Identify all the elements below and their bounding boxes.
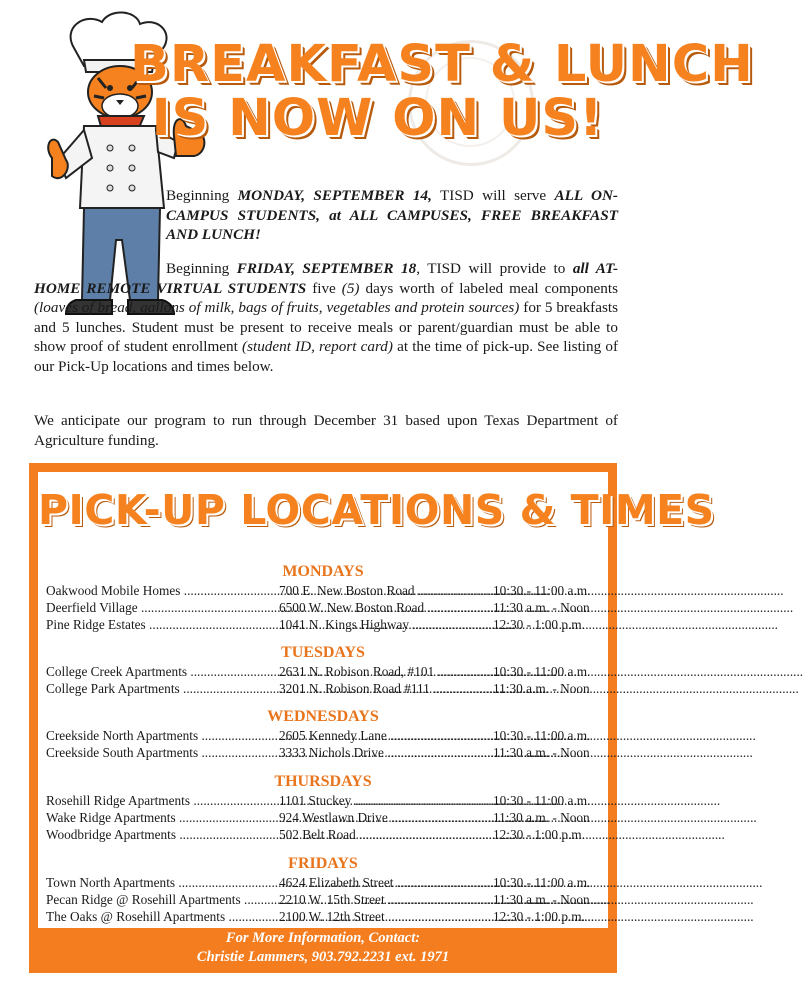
location-row (46, 809, 602, 826)
p1-date: MONDAY, SEPTEMBER 14, (237, 187, 432, 204)
location-time: 12:30 - 1:00 p.m. (493, 827, 585, 842)
location-address: 2605 Kennedy Lane ..... (279, 727, 493, 744)
location-row (46, 826, 602, 843)
location-time: 12:30 - 1:00 p.m. (493, 617, 585, 632)
location-time: 11:30 a.m. - Noon (493, 745, 590, 760)
location-address: 502 Belt Road ..... (279, 826, 493, 843)
location-row (46, 792, 602, 809)
location-time: 12:30 - 1:00 p.m. (493, 909, 585, 924)
headline-line-1: BREAKFAST & LUNCH (130, 35, 754, 94)
day-heading-wednesdays: WEDNESDAYS (267, 708, 379, 725)
location-time: 10:30 - 11:00 a.m. (493, 875, 591, 890)
location-row (46, 582, 602, 599)
p2-text-i: for 5 breakfasts and 5 lunches. Student must be present to receive meals or parent/guardian must be able to show proof of student enrollment (34, 299, 618, 355)
contact-heading: For More Information, Contact: (225, 930, 421, 946)
p1-text-c: TISD will serve (431, 187, 555, 204)
location-time: 10:30 - 11:00 a.m. (493, 583, 591, 598)
location-time: 11:30 a.m. - Noon (493, 600, 590, 615)
location-name: Rosehill Ridge Apartments ..... (46, 792, 279, 809)
p2-proof: (student ID, report card) (242, 338, 393, 355)
day-heading-mondays: MONDAYS (282, 563, 364, 580)
location-name: Creekside South Apartments ..... (46, 744, 279, 761)
pickup-box (29, 463, 715, 973)
location-row (46, 874, 602, 891)
location-address: 924 Westlawn Drive ..... (279, 809, 493, 826)
page-headline (130, 35, 754, 148)
location-row (46, 891, 602, 908)
p2-components: (loaves of bread, gallons of milk, bags of fruits, vegetables and protein sources) (34, 299, 520, 316)
p2-text-g: days worth of labeled meal components (359, 279, 619, 297)
location-name: Woodbridge Apartments ..... (46, 826, 279, 843)
location-row (46, 680, 602, 697)
p2-date: FRIDAY, SEPTEMBER 18 (236, 260, 417, 277)
location-time: 11:30 a.m. - Noon (493, 892, 590, 907)
location-address: 1041 N. Kings Highway ..... (279, 616, 493, 633)
p2-text-a: Beginning (166, 260, 237, 277)
location-name: The Oaks @ Rosehill Apartments ..... (46, 908, 279, 925)
location-name: College Creek Apartments ..... (46, 663, 279, 680)
location-row (46, 727, 602, 744)
location-name: Creekside North Apartments ..... (46, 727, 279, 744)
location-row (46, 599, 602, 616)
location-row (46, 616, 602, 633)
contact-info (29, 929, 617, 967)
location-time: 10:30 - 11:00 a.m. (493, 664, 591, 679)
location-time: 10:30 - 11:00 a.m. (493, 793, 591, 808)
day-heading-thursdays: THURSDAYS (274, 773, 372, 790)
p2-emphasis: all AT-HOME REMOTE VIRTUAL STUDENTS (34, 260, 619, 297)
contact-person: Christie Lammers, 903.792.2231 ext. 1971 (196, 949, 450, 965)
day-heading-tuesdays: TUESDAYS (281, 644, 365, 661)
location-row (46, 908, 602, 925)
location-address: 3333 Nichols Drive ..... (279, 744, 493, 761)
location-address: 2631 N. Robison Road, #101 ..... (279, 663, 493, 680)
location-address: 2100 W. 12th Street ..... (279, 908, 493, 925)
location-time: 10:30 - 11:00 a.m. (493, 728, 591, 743)
location-address: 6500 W. New Boston Road ..... (279, 599, 493, 616)
location-address: 4624 Elizabeth Street ..... (279, 874, 493, 891)
on-campus-paragraph (166, 186, 618, 245)
location-name: Pecan Ridge @ Rosehill Apartments ..... (46, 891, 279, 908)
p1-text-a: Beginning (166, 187, 238, 204)
p1-emphasis: ALL ON-CAMPUS STUDENTS, at ALL CAMPUSES, FREE BREAKFAST AND LUNCH! (166, 187, 618, 243)
p2-text-c: , TISD will provide to (416, 260, 573, 277)
location-time: 11:30 a.m. - Noon (493, 681, 590, 696)
location-address: 3201 N. Robison Road #111 ..... (279, 680, 493, 697)
program-duration-paragraph: We anticipate our program to run through December 31 based upon Texas Department of Agriculture funding. (34, 412, 618, 449)
location-address: 2210 W. 15th Street ..... (279, 891, 493, 908)
headline-line-2: IS NOW ON US! (151, 89, 604, 148)
location-time: 11:30 a.m. - Noon (493, 810, 590, 825)
day-heading-fridays: FRIDAYS (288, 855, 358, 872)
location-address: 700 E. New Boston Road ..... (279, 582, 493, 599)
location-name: Town North Apartments ..... (46, 874, 279, 891)
remote-students-paragraph (34, 259, 618, 376)
location-name: Wake Ridge Apartments ..... (46, 809, 279, 826)
location-name: College Park Apartments ..... (46, 680, 279, 697)
location-row (46, 663, 602, 680)
location-name: Pine Ridge Estates ..... (46, 616, 279, 633)
pickup-list (38, 472, 715, 928)
location-name: Oakwood Mobile Homes ..... (46, 582, 279, 599)
pickup-title: PICK-UP LOCATIONS & TIMES (38, 486, 715, 534)
p2-text-k: at the time of pick-up. See listing of our Pick-Up locations and times below. (34, 338, 619, 375)
location-name: Deerfield Village ..... (46, 599, 279, 616)
location-row (46, 744, 602, 761)
p2-count: (5) (341, 279, 360, 297)
p2-text-e: five (306, 279, 342, 297)
location-address: 1101 Stuckey ..... (279, 792, 493, 809)
